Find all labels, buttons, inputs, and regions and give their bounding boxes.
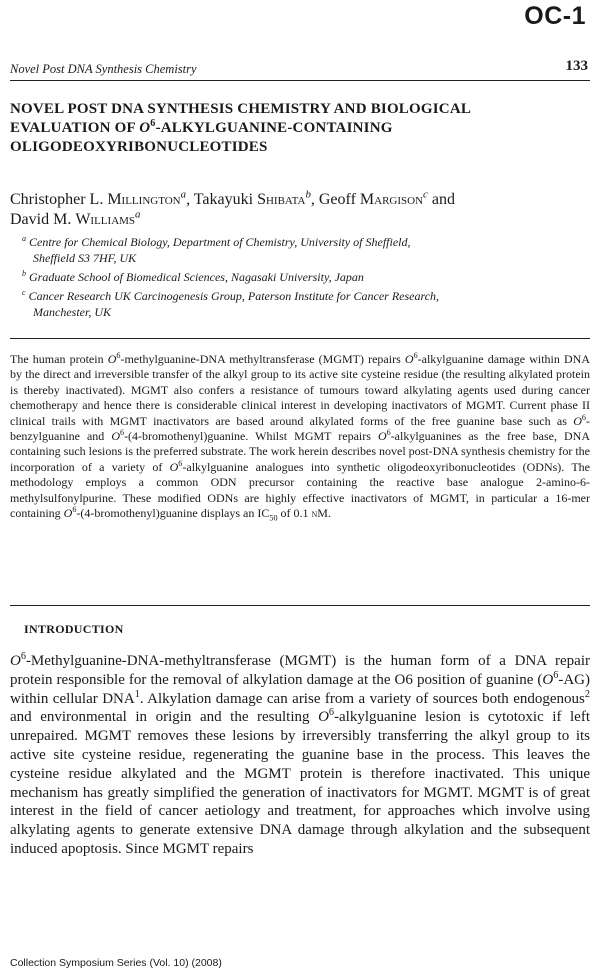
introduction-paragraph: $O^6-Methylguanine-DNA$-methyltransferase (MGMT) is the human form of a DNA repair protein responsible for the removal of alkylation damage at the O6 position of guanine $(O^6-AG)$ within cellular DNA$^1$. Alkylation damage can arise from a variety of sources both endogenous$^2$ and environmental in origin and the resulting $O^6$-alkylguanine lesion is cytotoxic if left unrepaired. MGMT removes these lesions by irreversibly transferring the alkyl group to its active site cysteine residue, regenerating the guanine base in the process. This leaves the cysteine residue alkylated and the MGMT protein is therefore inactivated. This unique mechanism has greatly simplified the generation of inactivators for MGMT. MGMT is of great interest in the field of cancer aetiology and treatment, for approaches which involve using alkylating agents to generate extensive DNA damage through alkylation and the subsequent induced apoptosis. Since MGMT repairs bbox=[10, 651, 590, 857]
abstract: The human protein $O^6-methylguanine$-DNA methyltransferase (MGMT) repairs $O^6$-alkylguanine damage within DNA by the direct and irreversible transfer of the alkyl group to its active site cysteine residue (the resulting alkylated protein is thereby inactivated). MGMT also confers a resistance of tumours toward alkylating agents used during cancer chemotherapy and hence there is considerable clinical interest in developing inactivators of MGMT. Current phase II clinical trails with MGMT inactivators are based around alkylated forms of the free guanine base such as $O^6$-benzylguanine and $O^6-(4-bromothenyl)guanine$. Whilst MGMT repairs $O^6$-alkylguanines as the free base, DNA containing such lesions is the preferred substrate. The work herein describes novel post-DNA synthesis chemistry for the incorporation of a variety of $O^6$-alkylguanine analogues into synthetic oligodeoxyribonucleotides (ODNs). The methodology employs a common ODN precursor containing the reactive base analogue 2-amino-6-methylsulfonylpurine. These modified ODNs are highly effective inactivators of MGMT, in particular a 16-mer containing $O^6-(4-bromothenyl)guanine$ displays an $IC_{50}$ of 0.1 nM. bbox=[10, 351, 591, 523]
reference-2: 2 bbox=[584, 688, 590, 700]
footer-citation: Collection Symposium Series (Vol. 10) (2008) bbox=[10, 957, 222, 969]
section-heading-introduction: INTRODUCTION bbox=[24, 622, 124, 636]
header-rule bbox=[10, 80, 590, 81]
reference-1: 1 bbox=[134, 688, 140, 700]
abstract-top-rule bbox=[10, 338, 590, 339]
page-number: 133 bbox=[565, 58, 588, 74]
affiliation-b: $^b$ Graduate School of Biomedical Sciences, Nagasaki University, Japan bbox=[22, 269, 364, 284]
paper-title bbox=[10, 100, 590, 157]
affiliation-c: $^c$ Cancer Research UK Carcinogenesis Group, Paterson Institute for Cancer Research, Manchester, UK bbox=[22, 288, 440, 319]
title-line-1: NOVEL POST DNA SYNTHESIS CHEMISTRY AND BIOLOGICAL bbox=[10, 101, 472, 117]
running-title: Novel Post DNA Synthesis Chemistry bbox=[10, 62, 197, 76]
title-line-2: EVALUATION OF $O^6-ALKYLGUANINE$-CONTAINING bbox=[10, 118, 393, 136]
title-line-3: OLIGODEOXYRIBONUCLEOTIDES bbox=[10, 139, 268, 155]
author-list: Christopher L. Millington$^a$, Takayuki Shibata$^b$, Geoff Margison$^c$ and David M. Williams$^a$ bbox=[10, 188, 455, 228]
article-code: OC-1 bbox=[524, 2, 586, 30]
abstract-bottom-rule bbox=[10, 605, 590, 606]
affiliation-a: $^a$ Centre for Chemical Biology, Department of Chemistry, University of Sheffield, Sheffield S3 7HF, UK bbox=[22, 234, 411, 265]
